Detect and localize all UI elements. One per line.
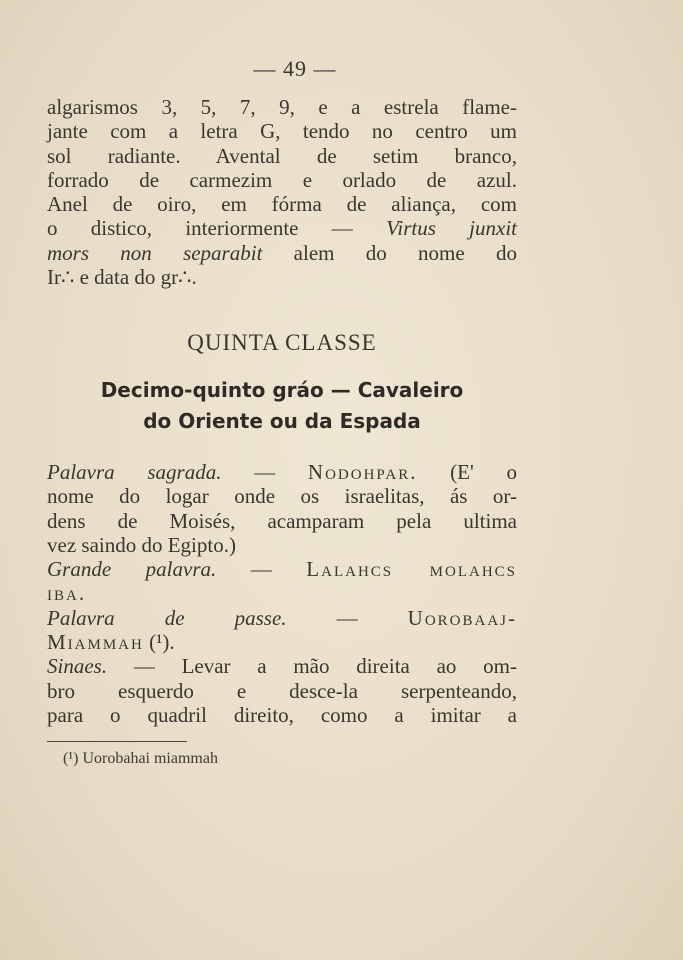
grand-word: Lalahcs molahcs [306, 557, 517, 582]
text-line [47, 216, 517, 240]
motto-latin: Virtus junxit [386, 216, 518, 241]
section-title: QUINTA CLASSE [187, 330, 377, 355]
footnote-text: Uorobahai miammah [78, 750, 218, 767]
pass-word-line [47, 606, 517, 630]
degree-heading-line: do Oriente ou da Espada [143, 409, 421, 433]
grand-word-label: Grande palavra. [47, 557, 217, 582]
signs-line [47, 654, 517, 678]
degree-heading-line: Decimo-quinto gráo — Cavaleiro [100, 378, 464, 402]
text-line: bro esquerdo e desce-la serpenteando, [47, 678, 517, 703]
text-line: forrado de carmezim e orlado de azul. [47, 167, 517, 192]
text-line: para o quadril direito, como a imitar a [47, 702, 517, 727]
page-number: — 49 — [253, 56, 337, 81]
paragraph-apron-ring [47, 95, 517, 289]
footnote-marker: (¹) [63, 750, 79, 767]
pass-word-continued [47, 630, 517, 654]
text-line: jante com a letra G, tendo no centro um [47, 119, 517, 144]
footnote [63, 750, 218, 768]
sacred-word-line [47, 460, 517, 484]
text-fragment: Levar a mão direita ao om- [181, 654, 517, 679]
dash: — [221, 460, 308, 484]
footnote-reference: (¹). [149, 630, 175, 655]
pass-word-end: Miammah [47, 630, 144, 655]
text-fragment: o distico, interiormente — [47, 216, 387, 241]
text-line: dens de Moisés, acamparam pela ultima [47, 508, 517, 533]
text-line: nome do logar onde os israelitas, ás or- [47, 484, 517, 509]
text-line: algarismos 3, 5, 7, 9, e a estrela flame- [47, 95, 517, 119]
degree-heading [65, 375, 499, 437]
text-fragment: (E' o [417, 460, 518, 484]
motto-latin: mors non separabit [47, 240, 263, 265]
signs-label: Sinaes. [47, 654, 108, 679]
pass-word: Uorobaaj- [407, 605, 517, 630]
dash: — [286, 605, 408, 630]
dash: — [107, 654, 182, 679]
footnote-divider [47, 741, 187, 742]
ritual-words [47, 460, 517, 727]
text-fragment: alem do nome do [262, 240, 517, 265]
grand-word-line [47, 557, 517, 581]
text-line: sol radiante. Avental de setim branco, [47, 143, 517, 168]
dash: — [216, 557, 307, 582]
pass-word-label: Palavra de passe. [47, 605, 287, 630]
text-line: Anel de oiro, em fórma de aliança, com [47, 192, 517, 217]
text-line [47, 241, 517, 265]
text-line: vez saindo do Egipto.) [47, 532, 236, 557]
sacred-word: Nodohpar. [307, 460, 418, 484]
grand-word-continued: iba. [47, 581, 87, 606]
text-line: Ir∴ e data do gr∴. [47, 265, 197, 290]
sacred-word-label: Palavra sagrada. [47, 460, 222, 484]
